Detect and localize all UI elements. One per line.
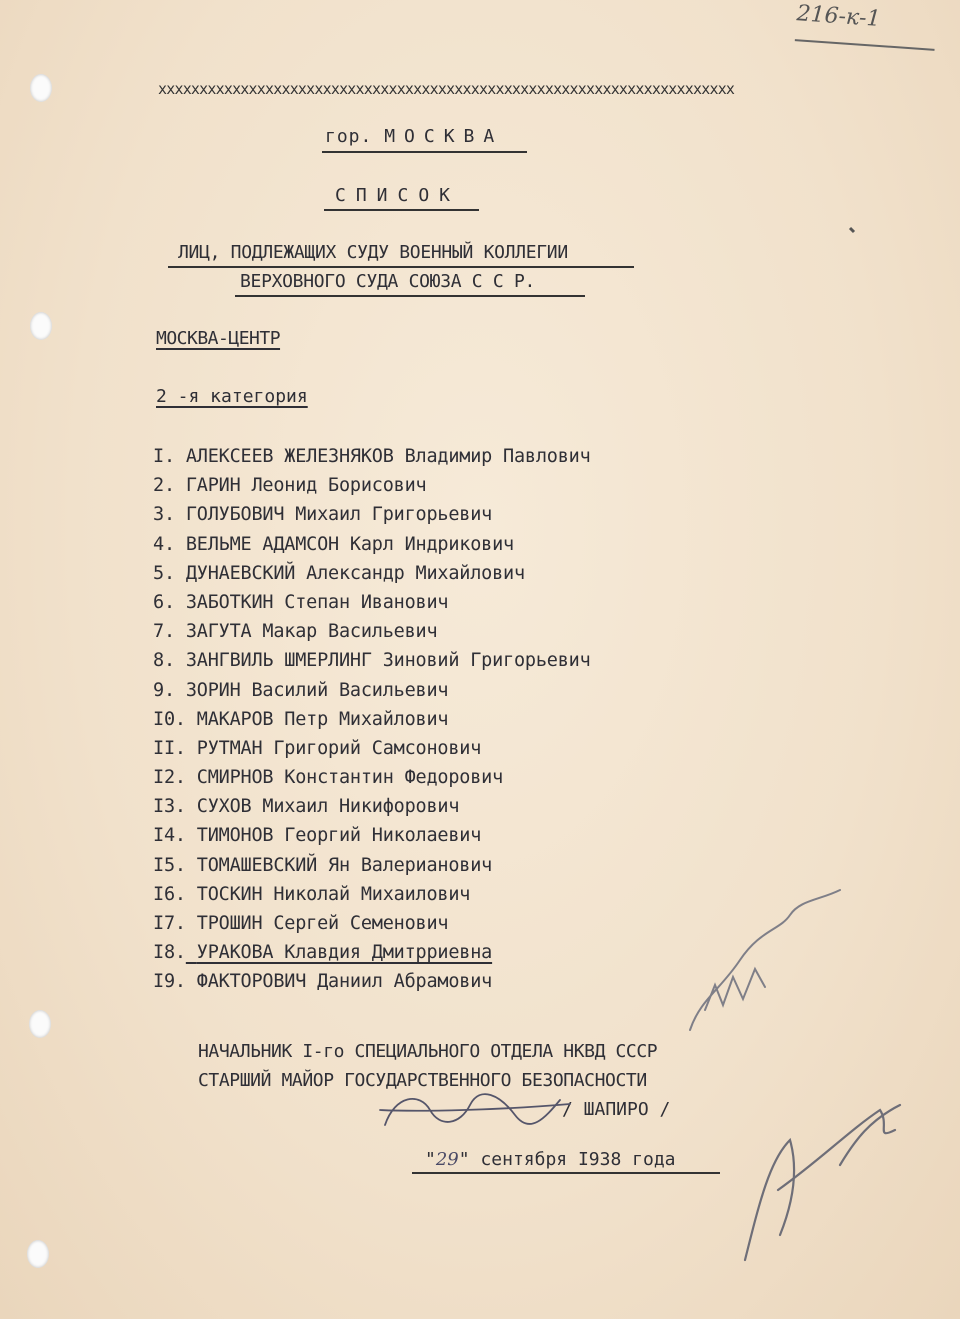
city-prefix: гор. [325, 126, 373, 147]
list-item-number: I7. [153, 913, 186, 934]
list-item-number: I0. [153, 708, 186, 730]
list-item-name: ФАКТОРОВИЧ Даниил Абрамович [196, 971, 493, 993]
document-date: "29" сентября I938 года [425, 1149, 676, 1170]
list-item-number: 2. [153, 475, 175, 497]
ink-spot [850, 228, 854, 232]
subtitle-line-2: ВЕРХОВНОГО СУДА СОЮЗА С С Р. [240, 271, 536, 292]
signatory-title-1: НАЧАЛЬНИК I-го СПЕЦИАЛЬНОГО ОТДЕЛА НКВД СССР [198, 1041, 658, 1062]
pencil-visa [745, 1105, 900, 1260]
list-item-number: I4. [153, 825, 186, 847]
city-name: МОСКВА [384, 126, 504, 147]
list-item-name: РУТМАН Григорий Самсонович [196, 737, 482, 759]
list-item-name: АЛЕКСЕЕВ ЖЕЛЕЗНЯКОВ Владимир Павлович [185, 446, 591, 467]
list-item-name: ЗОРИН Василий Васильевич [185, 679, 449, 701]
signatory-title-2: СТАРШИЙ МАЙОР ГОСУДАРСТВЕННОГО БЕЗОПАСНОСТИ [198, 1070, 647, 1091]
list-item-number: I. [153, 446, 175, 467]
list-item-name: УРАКОВА Клавдия Дмитрриевна [196, 942, 493, 964]
list-item-name: ТИМОНОВ Георгий Николаевич [196, 825, 482, 847]
region-heading: МОСКВА-ЦЕНТР [156, 328, 281, 349]
list-item-name: ТРОШИН Сергей Семенович [196, 913, 449, 934]
list-item-number: I2. [153, 767, 186, 789]
list-item-number: 5. [153, 562, 175, 584]
list-item-number: I6. [153, 883, 186, 905]
list-item-name: ВЕЛЬМЕ АДАМСОН Карл Индрикович [185, 533, 514, 555]
list-item-number: 3. [153, 504, 175, 526]
list-item-number: I8. [153, 942, 186, 964]
list-item-name: ГОЛУБОВИЧ Михаил Григорьевич [185, 504, 493, 526]
list-item-name: МАКАРОВ Петр Михайлович [196, 708, 449, 730]
list-item-number: I3. [153, 796, 186, 818]
list-item-name: ЗАБОТКИН Степан Иванович [185, 591, 449, 613]
list-item-number: 8. [153, 650, 175, 672]
list-item-number: 9. [153, 679, 175, 701]
list-item-number: I9. [153, 971, 186, 993]
page-title: СПИСОК [335, 185, 461, 206]
list-item-number: 7. [153, 621, 175, 643]
list-item-name: ТОМАШЕВСКИЙ Ян Валерианович [196, 854, 493, 876]
ink-signature [380, 1094, 570, 1125]
list-item-name: СУХОВ Михаил Никифорович [196, 796, 460, 818]
list-item-number: 4. [153, 533, 175, 555]
list-item-number: 6. [153, 591, 175, 613]
pencil-signature [690, 890, 840, 1030]
date-rest: сентября I938 года [480, 1149, 676, 1170]
category-heading: 2 -я категория [156, 386, 308, 407]
subtitle-line-1: ЛИЦ, ПОДЛЕЖАЩИХ СУДУ ВОЕННЫЙ КОЛЛЕГИИ [178, 242, 568, 263]
list-item-number: II. [153, 737, 186, 759]
list-item-name: ЗАНГВИЛЬ ШМЕРЛИНГ Зиновий Григорьевич [185, 650, 591, 672]
signatory-name: / ШАПИРО / [562, 1099, 671, 1120]
list-item-name: ДУНАЕВСКИЙ Александр Михайлович [185, 562, 525, 584]
archive-mark: 216-к-1 [795, 1, 937, 51]
list-item-name: ЗАГУТА Макар Васильевич [185, 621, 438, 643]
list-item-name: ГАРИН Леонид Борисович [185, 475, 427, 497]
list-item-name: СМИРНОВ Константин Федорович [196, 767, 504, 789]
date-day: 29 [435, 1149, 459, 1170]
list-item-number: I5. [153, 854, 186, 876]
separator-line: xxxxxxxxxxxxxxxxxxxxxxxxxxxxxxxxxxxxxxxxxxxxxxxxxxxxxxxxxxxxxxxxxxxxxx [158, 80, 735, 98]
list-item-name: ТОСКИН Николай Михаилович [196, 883, 471, 905]
